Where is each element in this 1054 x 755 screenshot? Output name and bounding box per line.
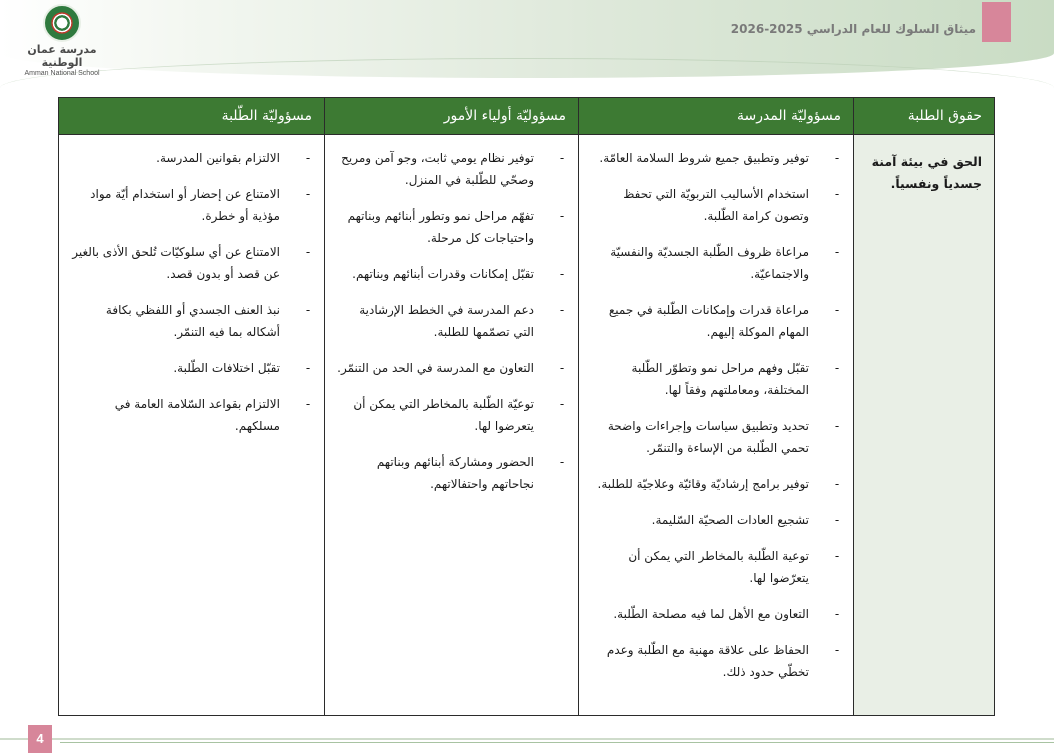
list-item [69,299,314,343]
bullet-dash: - [834,361,840,375]
table-header-row [59,98,995,135]
table-row [59,135,995,716]
list-item [335,299,568,343]
list-item-text: استخدام الأساليب التربويّة التي تحفظ وتصون كرامة الطّلبة. [623,187,809,223]
column-header-school: مسؤوليّة المدرسة [579,98,854,135]
rights-cell [854,135,995,716]
list-item [589,473,843,495]
bullet-dash: - [834,151,840,165]
list-item [69,241,314,285]
list-item-text: التعاون مع الأهل لما فيه مصلحة الطّلبة. [613,607,809,621]
school-list [589,147,843,683]
list-item [69,147,314,169]
list-item-text: الامتناع عن إحضار أو استخدام أيّة مواد مؤذية أو خطرة. [90,187,280,223]
bullet-dash: - [305,151,311,165]
list-item-text: مراعاة قدرات وإمكانات الطّلبة في جميع المهام الموكلة إليهم. [608,303,809,339]
logo-arabic-text: مدرسة عمان الوطنية [27,43,97,69]
bullet-dash: - [559,303,565,317]
header-accent-tab [982,2,1011,42]
footer-divider-thin [60,742,1054,743]
list-item-text: توعيّة الطّلبة بالمخاطر التي يمكن أن يتعرضوا لها. [353,397,534,433]
bullet-dash: - [305,397,311,411]
bullet-dash: - [834,419,840,433]
list-item [589,509,843,531]
school-emblem-icon [43,4,81,42]
list-item-text: توفير وتطبيق جميع شروط السلامة العامّة. [599,151,809,165]
rights-responsibilities-table [58,97,995,716]
list-item-text: التعاون مع المدرسة في الحد من التنمّر. [337,361,534,375]
parents-cell [325,135,579,716]
list-item-text: تقبّل إمكانات وقدرات أبنائهم وبناتهم. [352,267,534,281]
bullet-dash: - [559,455,565,469]
document-title: ميثاق السلوك للعام الدراسي 2025-2026 [730,22,976,36]
bullet-dash: - [305,245,311,259]
students-list [69,147,314,437]
list-item-text: تقبّل وفهم مراحل نمو وتطوّر الطّلبة المختلفة، ومعاملتهم وفقاً لها. [631,361,809,397]
list-item [589,241,843,285]
list-item [335,393,568,437]
logo-english-text: Amman National School [24,70,100,77]
list-item [335,263,568,285]
list-item-text: توفير نظام يومي ثابت، وجو آمن ومريح وصحّي للطّلبة في المنزل. [341,151,534,187]
right-title: الحق في بيئة آمنة جسدياً ونفسياً. [871,154,982,191]
list-item-text: تشجيع العادات الصحيّة السّليمة. [651,513,809,527]
page-number: 4 [28,725,52,753]
list-item [69,357,314,379]
bullet-dash: - [559,151,565,165]
list-item [335,451,568,495]
list-item [589,357,843,401]
list-item [589,639,843,683]
list-item-text: توعية الطّلبة بالمخاطر التي يمكن أن يتعرّضوا لها. [628,549,809,585]
list-item [589,545,843,589]
list-item [589,415,843,459]
students-cell [59,135,325,716]
bullet-dash: - [834,477,840,491]
bullet-dash: - [559,267,565,281]
school-logo [18,4,106,77]
list-item-text: مراعاة ظروف الطّلبة الجسديّة والنفسيّة والاجتماعيّة. [610,245,809,281]
list-item-text: توفير برامج إرشاديّة وقائيّة وعلاجيّة للطلبة. [597,477,809,491]
list-item [589,183,843,227]
list-item-text: الالتزام بقوانين المدرسة. [156,151,280,165]
list-item [589,299,843,343]
list-item [589,147,843,169]
list-item-text: تقبّل اختلافات الطّلبة. [173,361,280,375]
bullet-dash: - [559,397,565,411]
list-item-text: الحضور ومشاركة أبنائهم وبناتهم نجاحاتهم واحتفالاتهم. [376,455,534,491]
list-item-text: تفهّم مراحل نمو وتطور أبنائهم وبناتهم واحتياجات كل مرحلة. [347,209,534,245]
list-item [69,183,314,227]
bullet-dash: - [834,245,840,259]
list-item-text: الحفاظ على علاقة مهنية مع الطّلبة وعدم تخطّي حدود ذلك. [606,643,809,679]
bullet-dash: - [834,187,840,201]
list-item-text: نبذ العنف الجسدي أو اللفظي بكافة أشكاله بما فيه التنمّر. [105,303,280,339]
parents-list [335,147,568,495]
column-header-parents: مسؤوليّة أولياء الأمور [325,98,579,135]
bullet-dash: - [559,209,565,223]
bullet-dash: - [834,643,840,657]
list-item [335,357,568,379]
bullet-dash: - [834,513,840,527]
bullet-dash: - [305,187,311,201]
list-item [335,205,568,249]
list-item [69,393,314,437]
list-item [335,147,568,191]
column-header-rights: حقوق الطلبة [854,98,995,135]
bullet-dash: - [559,361,565,375]
bullet-dash: - [834,303,840,317]
bullet-dash: - [305,303,311,317]
bullet-dash: - [834,549,840,563]
school-cell [579,135,854,716]
list-item-text: دعم المدرسة في الخطط الإرشادية التي تصمّمها للطلبة. [359,303,534,339]
list-item-text: الامتناع عن أي سلوكيّات تُلحق الأذى بالغير عن قصد أو بدون قصد. [72,245,280,281]
footer-divider [0,738,1054,740]
column-header-students: مسؤوليّة الطّلبة [59,98,325,135]
list-item-text: الالتزام بقواعد السّلامة العامة في مسلكهم. [114,397,280,433]
bullet-dash: - [305,361,311,375]
list-item-text: تحديد وتطبيق سياسات وإجراءات واضحة تحمي الطّلبة من الإساءة والتنمّر. [607,419,809,455]
list-item [589,603,843,625]
bullet-dash: - [834,607,840,621]
